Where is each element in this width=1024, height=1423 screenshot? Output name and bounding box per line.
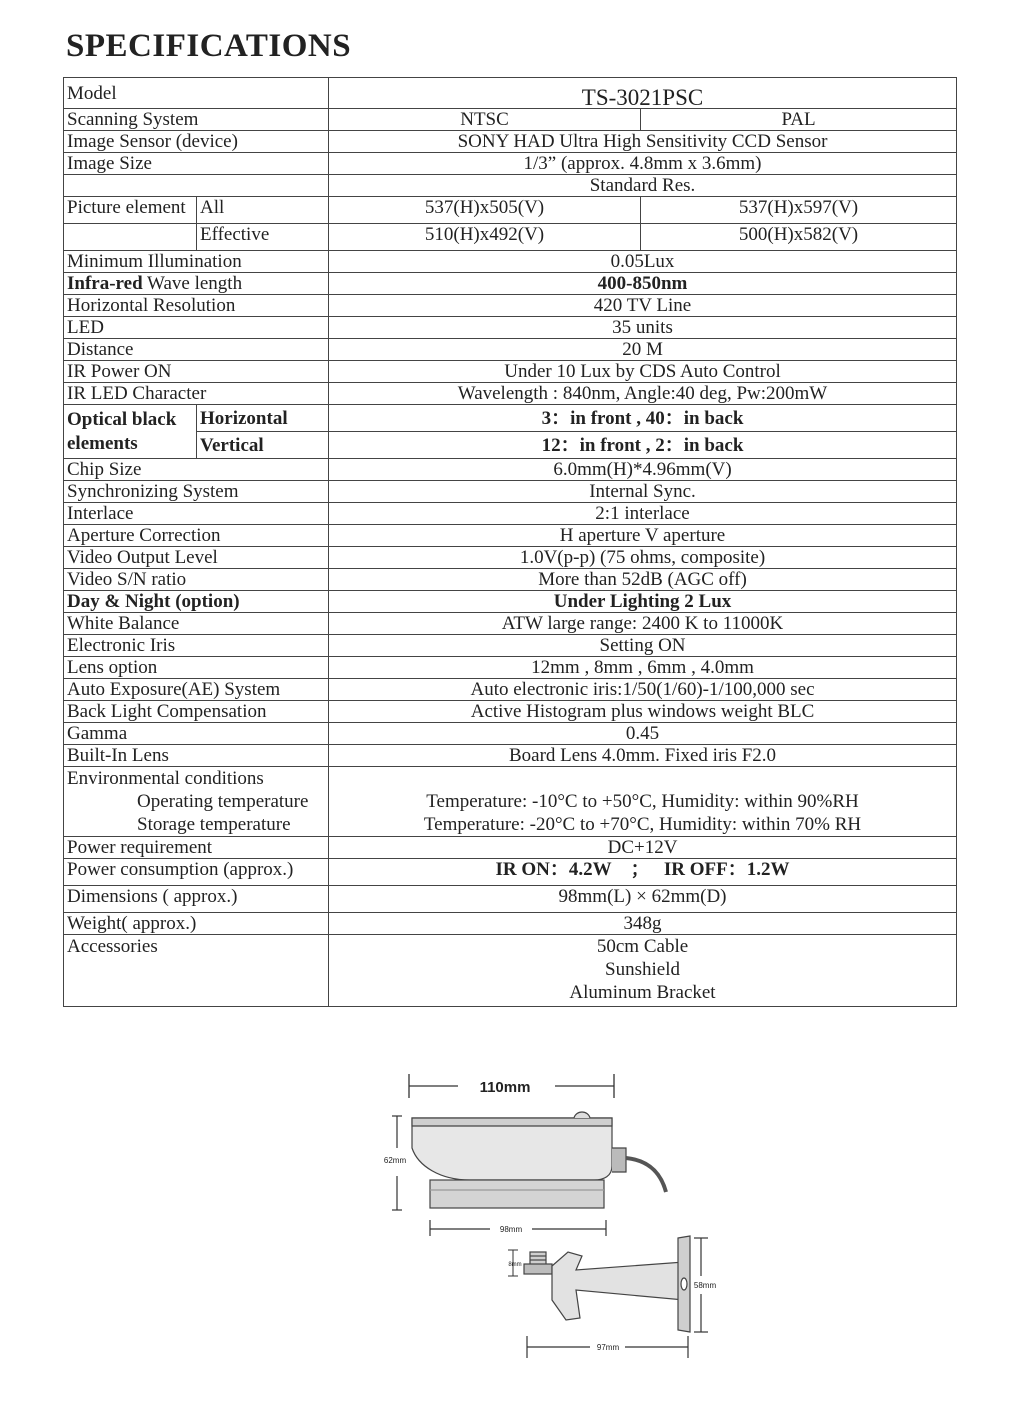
table-row <box>64 525 957 547</box>
bracket-height-label: 58mm <box>693 1281 717 1290</box>
row-value: Setting ON <box>329 635 957 657</box>
row-sublabel: Operating temperature <box>137 791 309 812</box>
table-row <box>64 745 957 767</box>
row-value: Board Lens 4.0mm. Fixed iris F2.0 <box>329 745 957 767</box>
row-label: Image Sensor (device) <box>64 131 329 153</box>
accessories-cell <box>329 935 957 1007</box>
row-label: Horizontal Resolution <box>64 295 329 317</box>
row-label: Power consumption (approx.) <box>64 859 329 886</box>
table-row <box>64 78 957 109</box>
env-label-cell <box>64 767 329 837</box>
table-row <box>64 481 957 503</box>
table-row <box>64 837 957 859</box>
row-label: Synchronizing System <box>64 481 329 503</box>
row-value: 3：in front , 40：in back <box>329 405 957 432</box>
table-row <box>64 432 957 459</box>
row-value: 35 units <box>329 317 957 339</box>
page-title: SPECIFICATIONS <box>66 28 352 64</box>
env-value-cell <box>329 767 957 837</box>
base-dimension <box>430 1220 606 1236</box>
bracket-small-dimension <box>508 1250 518 1276</box>
table-row <box>64 109 957 131</box>
ntsc-value: 537(H)x505(V) <box>329 197 641 224</box>
row-label: Image Size <box>64 153 329 175</box>
bracket-height-dimension <box>694 1238 708 1332</box>
row-label: Back Light Compensation <box>64 701 329 723</box>
label-rest-part: Wave length <box>142 273 243 294</box>
row-label: IR Power ON <box>64 361 329 383</box>
row-label: Video S/N ratio <box>64 569 329 591</box>
table-row <box>64 383 957 405</box>
row-value: 420 TV Line <box>329 295 957 317</box>
table-row <box>64 679 957 701</box>
row-value: More than 52dB (AGC off) <box>329 569 957 591</box>
row-value: 2:1 interlace <box>329 503 957 525</box>
pal-value: 537(H)x597(V) <box>641 197 957 224</box>
table-row <box>64 175 957 197</box>
row-label: Scanning System <box>64 109 329 131</box>
base-label: 98mm <box>499 1225 523 1234</box>
row-label: Model <box>64 78 329 109</box>
table-row <box>64 569 957 591</box>
row-value: Temperature: -20°C to +70°C, Humidity: within 70% RH <box>423 814 862 835</box>
row-label: Environmental conditions <box>67 768 264 789</box>
row-sublabel: All <box>197 197 329 224</box>
row-label: LED <box>64 317 329 339</box>
table-row <box>64 767 957 837</box>
row-label: Auto Exposure(AE) System <box>64 679 329 701</box>
row-value: Under 10 Lux by CDS Auto Control <box>329 361 957 383</box>
table-row <box>64 723 957 745</box>
table-row <box>64 224 957 251</box>
row-value: DC+12V <box>329 837 957 859</box>
table-row <box>64 361 957 383</box>
table-row <box>64 197 957 224</box>
table-row <box>64 459 957 481</box>
row-label: Minimum Illumination <box>64 251 329 273</box>
row-value: 6.0mm(H)*4.96mm(V) <box>329 459 957 481</box>
table-row <box>64 251 957 273</box>
camera-housing-drawing <box>412 1112 666 1208</box>
row-value: Auto electronic iris:1/50(1/60)-1/100,000 sec <box>329 679 957 701</box>
row-label: Video Output Level <box>64 547 329 569</box>
row-label: Built-In Lens <box>64 745 329 767</box>
row-label: Picture element <box>64 197 197 224</box>
row-value: 12：in front , 2：in back <box>329 432 957 459</box>
table-row <box>64 295 957 317</box>
row-sublabel: Horizontal <box>197 405 329 432</box>
row-value: Active Histogram plus windows weight BLC <box>329 701 957 723</box>
row-value: 0.05Lux <box>329 251 957 273</box>
height-dimension <box>392 1116 402 1210</box>
row-label: Optical black elements <box>64 405 197 459</box>
accessory-item: 50cm Cable <box>596 936 689 957</box>
table-row <box>64 503 957 525</box>
empty-cell <box>64 175 329 197</box>
row-label: Weight( approx.) <box>64 913 329 935</box>
row-value: 400-850nm <box>329 273 957 295</box>
row-sublabel: Storage temperature <box>137 814 291 835</box>
bracket-length-label: 97mm <box>596 1343 620 1352</box>
row-value: 20 M <box>329 339 957 361</box>
row-label: Lens option <box>64 657 329 679</box>
table-row <box>64 635 957 657</box>
table-row <box>64 131 957 153</box>
row-sublabel: Vertical <box>197 432 329 459</box>
ntsc-value: NTSC <box>329 109 641 131</box>
accessory-item: Sunshield <box>605 959 680 980</box>
table-row <box>64 701 957 723</box>
height-label: 62mm <box>383 1156 407 1165</box>
row-label: Dimensions ( approx.) <box>64 886 329 913</box>
row-label: White Balance <box>64 613 329 635</box>
table-row <box>64 886 957 913</box>
row-label: Power requirement <box>64 837 329 859</box>
pal-value: 500(H)x582(V) <box>641 224 957 251</box>
row-value: Temperature: -10°C to +50°C, Humidity: within 90%RH <box>426 791 859 812</box>
spec-table <box>63 77 957 1007</box>
table-row <box>64 273 957 295</box>
row-label: Chip Size <box>64 459 329 481</box>
row-value: 1/3” (approx. 4.8mm x 3.6mm) <box>329 153 957 175</box>
row-value: ATW large range: 2400 K to 11000K <box>329 613 957 635</box>
empty-cell <box>64 224 197 251</box>
bracket-small-label: 8mm <box>508 1262 522 1268</box>
row-value: 98mm(L) × 62mm(D) <box>329 886 957 913</box>
row-label: Electronic Iris <box>64 635 329 657</box>
model-value: TS-3021PSC <box>329 78 957 109</box>
row-label: Interlace <box>64 503 329 525</box>
row-value: Under Lighting 2 Lux <box>329 591 957 613</box>
row-label: Accessories <box>64 935 329 1007</box>
width-dimension <box>409 1074 614 1098</box>
table-row <box>64 859 957 886</box>
table-row <box>64 317 957 339</box>
row-label: Distance <box>64 339 329 361</box>
table-row <box>64 913 957 935</box>
row-value: Wavelength : 840nm, Angle:40 deg, Pw:200mW <box>329 383 957 405</box>
bracket-length-dimension <box>527 1336 688 1358</box>
row-label: Aperture Correction <box>64 525 329 547</box>
row-value: Internal Sync. <box>329 481 957 503</box>
row-sublabel: Effective <box>197 224 329 251</box>
table-row <box>64 935 957 1007</box>
table-row <box>64 613 957 635</box>
row-value: H aperture V aperture <box>329 525 957 547</box>
row-label: Gamma <box>64 723 329 745</box>
width-label: 110mm <box>479 1079 531 1096</box>
row-value: 348g <box>329 913 957 935</box>
row-value: 1.0V(p-p) (75 ohms, composite) <box>329 547 957 569</box>
row-value: 12mm , 8mm , 6mm , 4.0mm <box>329 657 957 679</box>
ntsc-value: 510(H)x492(V) <box>329 224 641 251</box>
row-label: Day & Night (option) <box>64 591 329 613</box>
pal-value: PAL <box>641 109 957 131</box>
table-row <box>64 153 957 175</box>
label-bold-part: Infra-red <box>67 273 143 294</box>
table-row <box>64 405 957 432</box>
table-row <box>64 591 957 613</box>
row-value: 0.45 <box>329 723 957 745</box>
bracket-drawing <box>524 1236 690 1332</box>
row-label: IR LED Character <box>64 383 329 405</box>
row-value: Standard Res. <box>329 175 957 197</box>
accessory-item: Aluminum Bracket <box>569 982 716 1003</box>
row-label <box>64 273 329 295</box>
row-value: SONY HAD Ultra High Sensitivity CCD Sensor <box>329 131 957 153</box>
table-row <box>64 657 957 679</box>
row-value: IR ON：4.2W ； IR OFF：1.2W <box>329 859 957 886</box>
table-row <box>64 339 957 361</box>
table-row <box>64 547 957 569</box>
